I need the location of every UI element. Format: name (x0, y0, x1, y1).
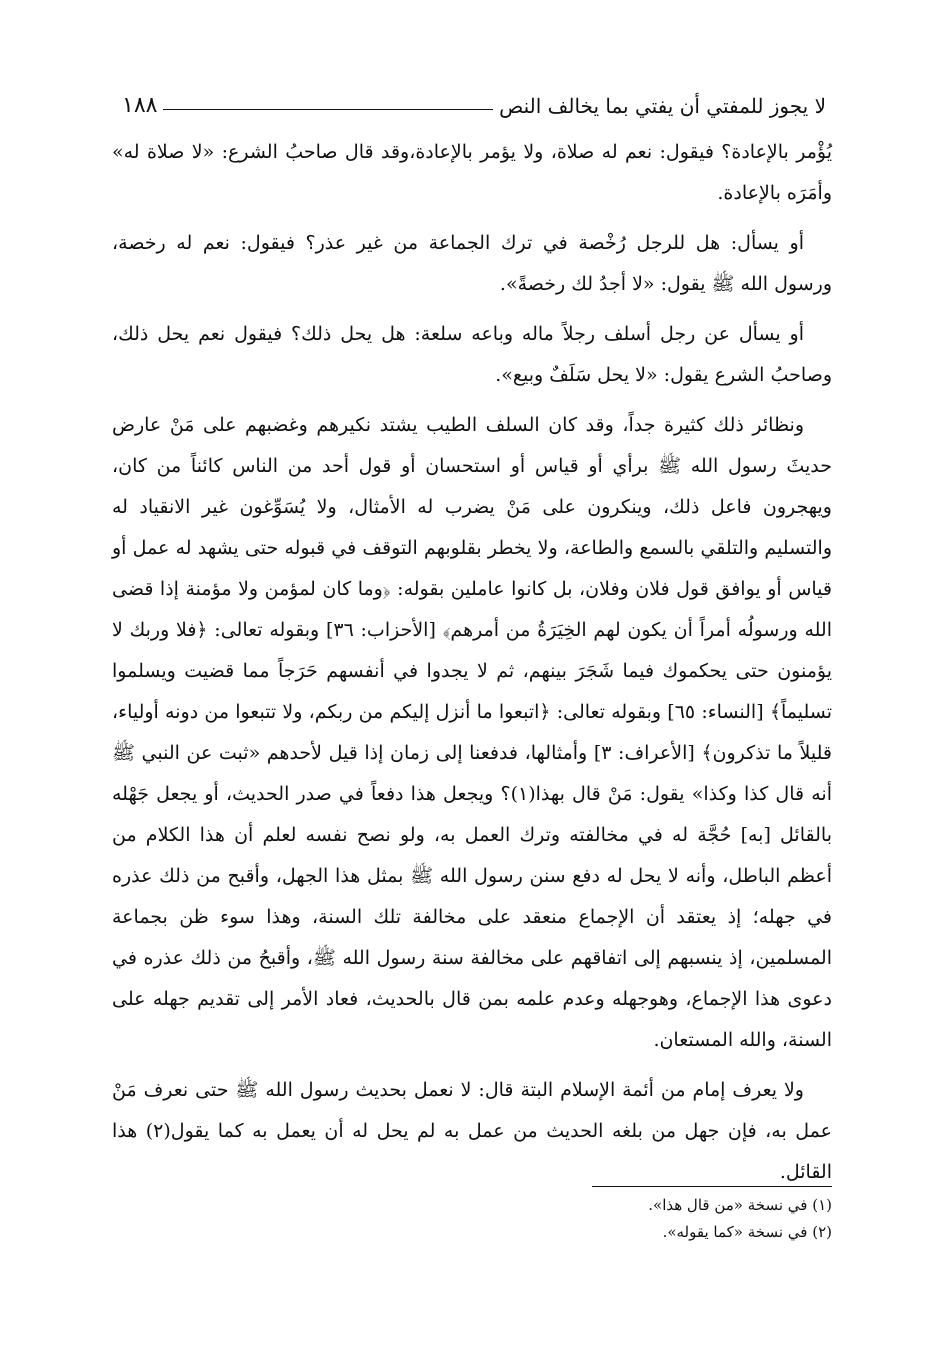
paragraph: أو يسأل: هل للرجل رُخْصة في ترك الجماعة من غير عذر؟ فيقول: نعم له رخصة، ورسول الله ﷺ يقول: «لا أجدُ لك رخصةً». (112, 232, 832, 295)
footnotes (112, 1192, 832, 1246)
footnote: (٢) في نسخة «كما يقوله». (662, 1223, 832, 1241)
paragraph: أو يسأل عن رجل أسلف رجلاً ماله وباعه سلعة: هل يحل ذلك؟ فيقول نعم يحل ذلك، وصاحبُ الشرع يقول: «لا يحل سَلَفٌ وبيع». (112, 323, 832, 386)
running-title: لا يجوز للمفتي أن يفتي بما يخالف النص (499, 94, 826, 118)
paragraph: ولا يعرف إمام من أئمة الإسلام البتة قال: لا نعمل بحديث رسول الله ﷺ حتى نعرف مَنْ عمل به، فإن جهل من بلغه الحديث من عمل به لم يحل له أن يعمل به كما يقول(٢) هذا القائل. (112, 1079, 832, 1183)
footnote: (١) في نسخة «من قال هذا». (648, 1196, 832, 1214)
main-text (112, 132, 832, 1202)
paragraph: يُؤْمر بالإعادة؟ فيقول: نعم له صلاة، ولا يؤمر بالإعادة،وقد قال صاحبُ الشرع: «لا صلاة له» وأمَرَه بالإعادة. (112, 141, 832, 204)
page-number: ١٨٨ (122, 93, 158, 118)
page-header (112, 78, 832, 118)
footnote-rule (592, 1186, 832, 1187)
header-rule (163, 109, 493, 110)
paragraph: ونظائر ذلك كثيرة جداً، وقد كان السلف الطيب يشتد نكيرهم وغضبهم على مَنْ عارض حديثَ رسول الله ﷺ برأي أو قياس أو استحسان أو قول أحد من الناس كائناً من كان، ويهجرون فاعل ذلك، وينكرون على مَنْ يضرب له الأمثال، ولا يُسَوِّغون غير الانقياد له والتسليم والتلقي بالسمع والطاعة، ولا يخطر بقلوبهم التوقف في قبوله حتى يشهد له عمل أو قياس أو يوافق قول فلان وفلان، بل كانوا عاملين بقوله: ﴿وما كان لمؤمن ولا مؤمنة إذا قضى الله ورسولُه أمراً أن يكون لهم الخِيَرَةُ من أمرهم﴾ [الأحزاب: ٣٦] وبقوله تعالى: ﴿فلا وربك لا يؤمنون حتى يحكموك فيما شَجَرَ بينهم، ثم لا يجدوا في أنفسهم حَرَجاً مما قضيت ويسلموا تسليماً﴾ [النساء: ٦٥] وبقوله تعالى: ﴿اتبعوا ما أنزل إليكم من ربكم، ولا تتبعوا من دونه أولياء، قليلاً ما تذكرون﴾ [الأعراف: ٣] وأمثالها، فدفعنا إلى زمان إذا قيل لأحدهم «ثبت عن النبي ﷺ أنه قال كذا وكذا» يقول: مَنْ قال بهذا(١)؟ ويجعل هذا دفعاً في صدر الحديث، أو يجعل جَهْله بالقائل [به] حُجَّة له في مخالفته وترك العمل به، ولو نصح نفسه لعلم أن هذا الكلام من أعظم الباطل، وأنه لا يحل له دفع سنن رسول الله ﷺ بمثل هذا الجهل، وأقبح من ذلك عذره في جهله؛ إذ يعتقد أن الإجماع منعقد على مخالفة تلك السنة، وهذا سوء ظن بجماعة المسلمين، إذ ينسبهم إلى اتفاقهم على مخالفة سنة رسول الله ﷺ، وأقبحُ من ذلك عذره في دعوى هذا الإجماع، وهوجهله وعدم علمه بمن قال بالحديث، فعاد الأمر إلى تقديم جهله على السنة، والله المستعان. (112, 414, 832, 1051)
